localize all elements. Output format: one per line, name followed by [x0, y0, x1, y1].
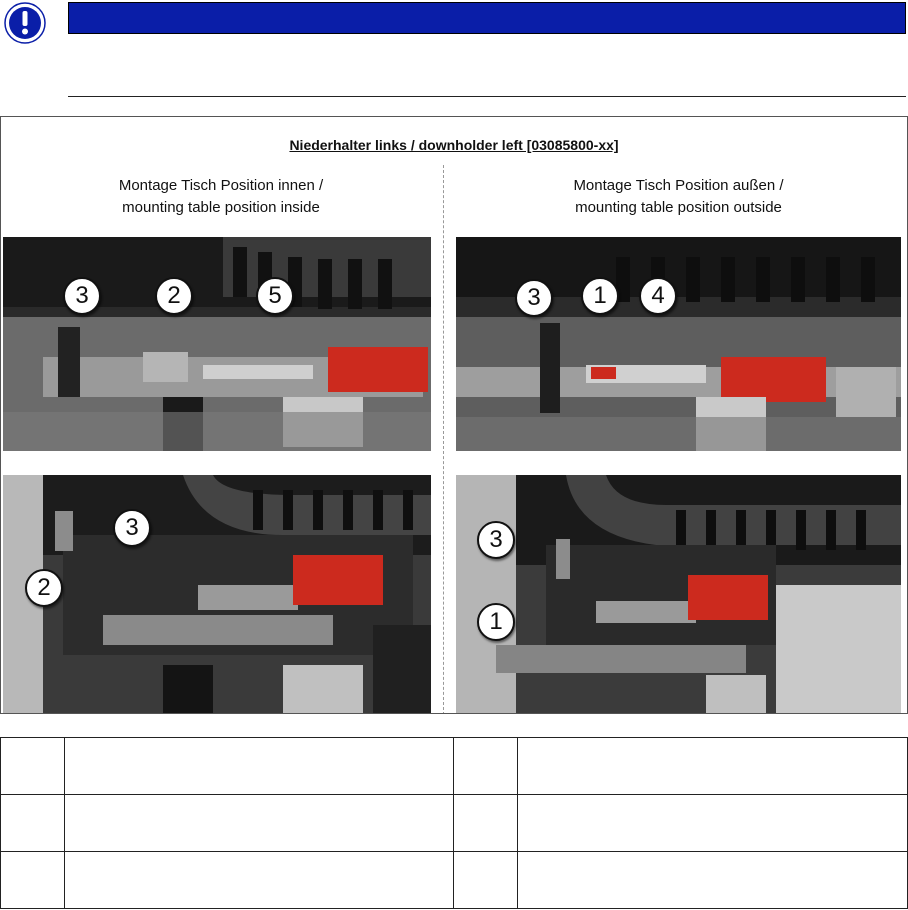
notice-divider: [68, 96, 906, 97]
callout-5: 5: [256, 277, 294, 315]
right-caption-line1: Montage Tisch Position außen /: [573, 177, 784, 194]
callout-1: 1: [477, 603, 515, 641]
legend-desc: [64, 852, 454, 909]
legend-num: [1, 795, 65, 852]
legend-num: [454, 738, 518, 795]
callout-3: 3: [113, 509, 151, 547]
right-caption-line2: mounting table position outside: [575, 199, 782, 216]
right-caption: [456, 175, 901, 219]
callout-3: 3: [63, 277, 101, 315]
photo-bottom-left: [3, 475, 431, 713]
exclamation-icon: [4, 2, 46, 44]
legend-row: [1, 852, 908, 909]
legend-num: [1, 852, 65, 909]
legend-row: [1, 738, 908, 795]
callout-3: 3: [477, 521, 515, 559]
photo-top-left: [3, 237, 431, 451]
notice-bar: [68, 2, 906, 34]
photo-bottom-right: [456, 475, 901, 713]
callout-2: 2: [25, 569, 63, 607]
legend-num: [1, 738, 65, 795]
legend-table: [0, 737, 908, 909]
figure-title: Niederhalter links / downholder left [03085800-xx]: [289, 137, 619, 153]
legend-row: [1, 795, 908, 852]
legend-desc: [518, 852, 908, 909]
callout-4: 4: [639, 277, 677, 315]
legend-num: [454, 852, 518, 909]
callout-2: 2: [155, 277, 193, 315]
legend-desc: [64, 738, 454, 795]
legend-num: [454, 795, 518, 852]
left-caption-line1: Montage Tisch Position innen /: [118, 177, 324, 194]
left-caption-line2: mounting table position inside: [122, 199, 320, 216]
callout-3: 3: [515, 279, 553, 317]
left-caption: [1, 175, 441, 219]
photo-top-right: [456, 237, 901, 451]
callout-1: 1: [581, 277, 619, 315]
legend-desc: [518, 738, 908, 795]
figure: [0, 116, 908, 714]
legend-desc: [518, 795, 908, 852]
legend-desc: [64, 795, 454, 852]
column-divider: [443, 165, 444, 714]
